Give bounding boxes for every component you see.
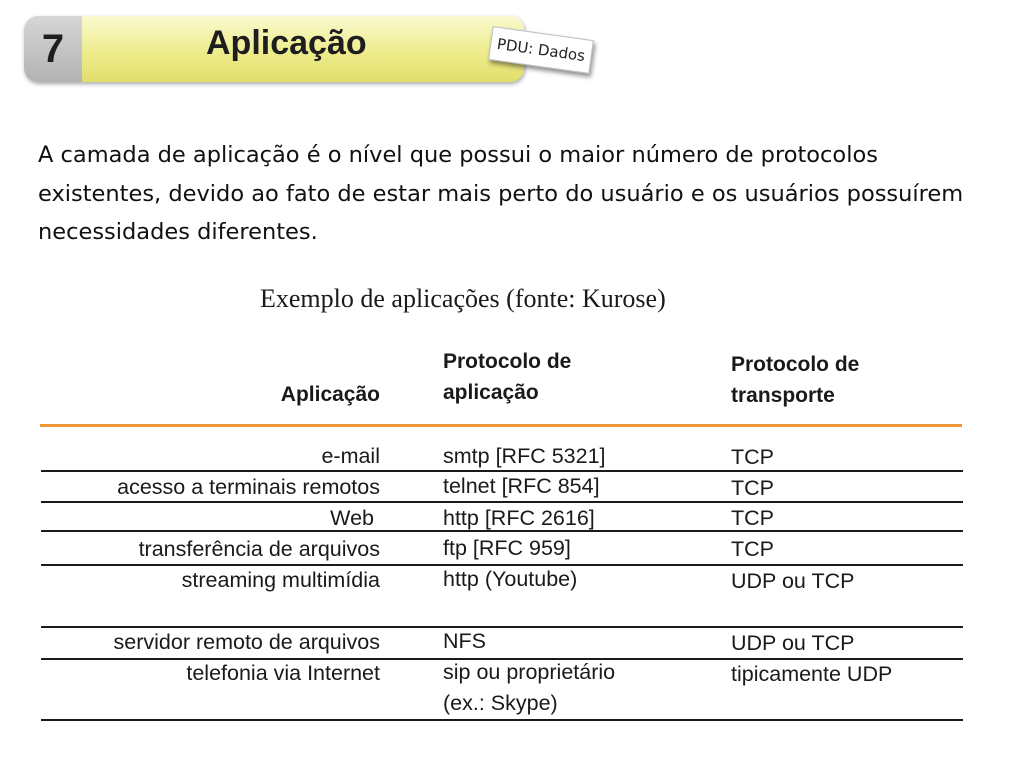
header-transport-protocol-line1: Protocolo de <box>731 353 860 376</box>
cell-app-protocol: NFS <box>443 629 486 653</box>
cell-app-protocol <box>443 657 615 719</box>
cell-app-protocol: telnet [RFC 854] <box>443 474 600 498</box>
cell-app-protocol-line2: (ex.: Skype) <box>443 691 558 715</box>
cell-application: streaming multimídia <box>181 568 380 592</box>
cell-transport: TCP <box>731 537 774 561</box>
layer-number: 7 <box>24 16 82 82</box>
pdu-note: PDU: Dados <box>488 26 594 74</box>
cell-application: transferência de arquivos <box>138 537 380 561</box>
header-transport-protocol-line2: transporte <box>731 384 835 407</box>
cell-transport: tipicamente UDP <box>731 662 893 686</box>
header-app-protocol-line1: Protocolo de <box>443 350 572 373</box>
layer-banner <box>24 16 524 82</box>
header-app-protocol-line2: aplicação <box>443 381 539 404</box>
cell-app-protocol: smtp [RFC 5321] <box>443 444 606 468</box>
header-application: Aplicação <box>280 383 380 406</box>
cell-application: telefonia via Internet <box>186 661 380 685</box>
cell-transport: TCP <box>731 476 774 500</box>
header-transport-protocol <box>731 349 859 411</box>
table-title: Exemplo de aplicações (fonte: Kurose) <box>260 284 666 313</box>
cell-transport: UDP ou TCP <box>731 631 855 655</box>
cell-application: e-mail <box>321 444 380 468</box>
cell-application: acesso a terminais remotos <box>117 475 380 499</box>
header-rule <box>40 424 962 427</box>
cell-app-protocol: http [RFC 2616] <box>443 506 595 530</box>
row-divider <box>41 530 963 532</box>
table-bottom-rule <box>41 719 963 721</box>
header-app-protocol <box>443 346 571 408</box>
cell-app-protocol: http (Youtube) <box>443 567 578 591</box>
cell-app-protocol-line1: sip ou proprietário <box>443 660 616 684</box>
cell-application: servidor remoto de arquivos <box>113 630 380 654</box>
cell-transport: TCP <box>731 445 774 469</box>
intro-paragraph: A camada de aplicação é o nível que possui o maior número de protocolos existentes, devido ao fato de estar mais perto do usuário e os usuários possuírem necessidades diferentes. <box>38 142 964 245</box>
cell-app-protocol: ftp [RFC 959] <box>443 536 571 560</box>
layer-title: Aplicação <box>206 24 367 62</box>
cell-application: Web <box>330 506 374 530</box>
cell-transport: UDP ou TCP <box>731 569 855 593</box>
cell-transport: TCP <box>731 506 774 530</box>
